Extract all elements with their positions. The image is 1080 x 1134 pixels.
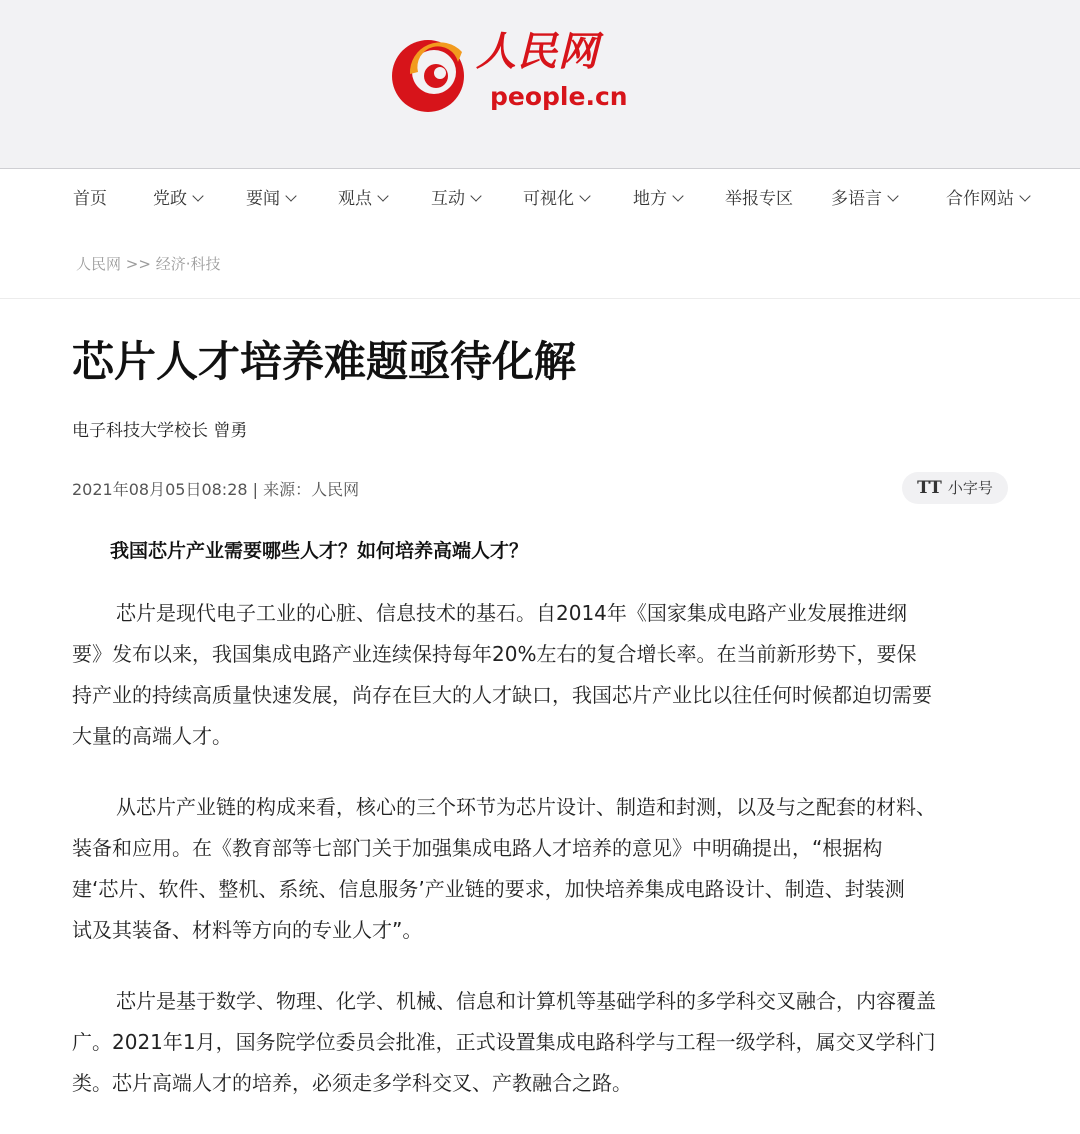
main-nav: [0, 169, 1080, 229]
chevron-down-icon: [887, 190, 898, 201]
nav-item-visual[interactable]: 可视化: [523, 169, 589, 229]
chevron-down-icon: [377, 190, 388, 201]
chevron-down-icon: [1019, 190, 1030, 201]
chevron-down-icon: [192, 190, 203, 201]
paragraph-line: 大量的高端人才。: [72, 724, 232, 748]
breadcrumb-bar: [0, 229, 1080, 299]
chevron-down-icon: [470, 190, 481, 201]
nav-item-interaction[interactable]: 互动: [431, 169, 480, 229]
meta-separator: |: [252, 480, 259, 499]
article-body: [72, 530, 1012, 1134]
article-paragraph: [72, 981, 1012, 1104]
paragraph-line: 从芯片产业链的构成来看，核心的三个环节为芯片设计、制造和封测，以及与之配套的材料、: [116, 795, 936, 819]
paragraph-line: 芯片是现代电子工业的心脏、信息技术的基石。自2014年《国家集成电路产业发展推进纲: [116, 601, 907, 625]
article-datetime: 2021年08月05日08:28: [72, 480, 248, 499]
paragraph-line: 建‘芯片、软件、整机、系统、信息服务’产业链的要求，加快培养集成电路设计、制造、封装测: [72, 877, 905, 901]
paragraph-line: 持产业的持续高质量快速发展，尚存在巨大的人才缺口，我国芯片产业比以往任何时候都迫切需要: [72, 683, 932, 707]
breadcrumb-separator: >>: [125, 255, 151, 273]
site-logo[interactable]: [388, 24, 628, 120]
paragraph-line: 要》发布以来，我国集成电路产业连续保持每年20%左右的复合增长率。在当前新形势下，要保: [72, 642, 917, 666]
nav-item-home[interactable]: 首页: [73, 189, 107, 209]
nav-item-news[interactable]: 要闻: [246, 169, 295, 229]
nav-item-partners[interactable]: 合作网站: [946, 169, 1029, 229]
nav-item-language[interactable]: 多语言: [831, 169, 897, 229]
nav-item-report[interactable]: 举报专区: [725, 189, 793, 209]
paragraph-line: 类。芯片高端人才的培养，必须走多学科交叉、产教融合之路。: [72, 1071, 632, 1095]
nav-item-local[interactable]: 地方: [633, 169, 682, 229]
nav-item-opinion[interactable]: 观点: [338, 169, 387, 229]
article-lead: 我国芯片产业需要哪些人才？如何培养高端人才？: [110, 540, 529, 562]
chevron-down-icon: [579, 190, 590, 201]
article-paragraph: [72, 787, 1012, 951]
paragraph-line: 试及其装备、材料等方向的专业人才”。: [72, 918, 423, 942]
paragraph-line: 芯片是基于数学、物理、化学、机械、信息和计算机等基础学科的多学科交叉融合，内容覆盖: [116, 989, 936, 1013]
breadcrumb-section-link[interactable]: 经济·科技: [155, 255, 221, 273]
breadcrumb: [76, 253, 221, 274]
article-meta: [72, 477, 359, 500]
logo-swirl-icon: [388, 32, 474, 118]
paragraph-line: 装备和应用。在《教育部等七部门关于加强集成电路人才培养的意见》中明确提出，“根据构: [72, 836, 883, 860]
chevron-down-icon: [285, 190, 296, 201]
font-size-label: 小字号: [947, 479, 993, 497]
nav-item-party[interactable]: 党政: [153, 169, 202, 229]
article-title: 芯片人才培养难题亟待化解: [72, 337, 577, 386]
article-author: 电子科技大学校长 曾勇: [72, 421, 248, 441]
article-source[interactable]: 来源：人民网: [263, 480, 360, 499]
breadcrumb-home-link[interactable]: 人民网: [76, 255, 122, 273]
logo-text-en: people.cn: [490, 82, 628, 111]
paragraph-line: 广。2021年1月，国务院学位委员会批准，正式设置集成电路科学与工程一级学科，属交叉学科门: [72, 1030, 936, 1054]
site-header: [0, 0, 1080, 169]
chevron-down-icon: [672, 190, 683, 201]
logo-text-cn: 人民网: [476, 28, 599, 75]
font-size-icon: TT: [917, 478, 942, 498]
font-size-toggle-button[interactable]: [902, 472, 1008, 504]
article-paragraph: [72, 593, 1012, 757]
